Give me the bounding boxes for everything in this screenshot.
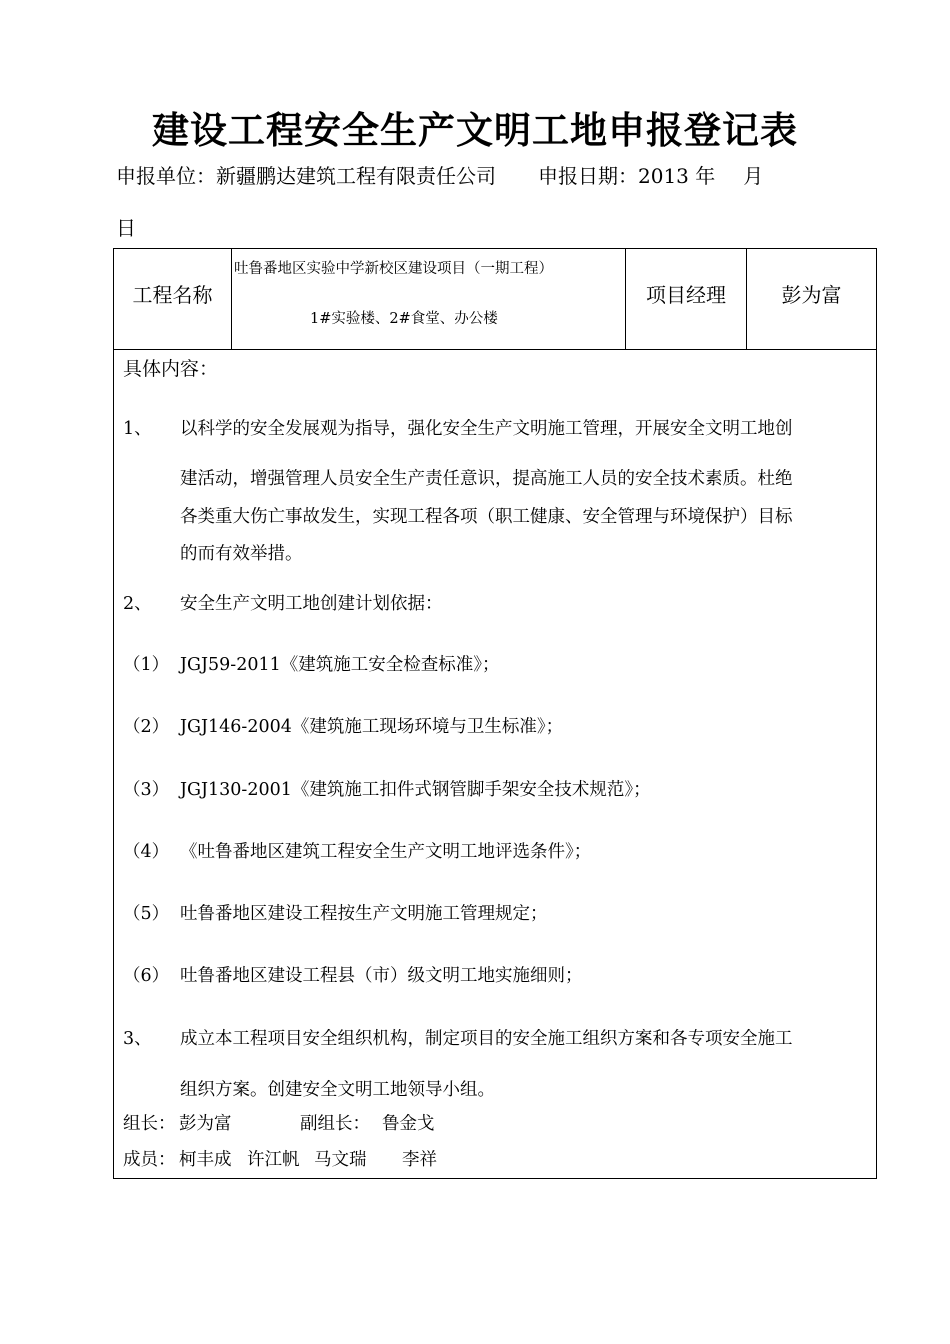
basis-number: （6） xyxy=(123,966,170,986)
basis-number: （3） xyxy=(123,780,170,800)
basis-text: 吐鲁番地区建设工程按生产文明施工管理规定； xyxy=(180,904,548,924)
item1-line: 的而有效举措。 xyxy=(180,544,303,564)
basis-text: JGJ59-2011《建筑施工安全检查标准》； xyxy=(180,655,500,675)
member-name: 马文瑞 xyxy=(314,1150,367,1170)
unit-value: 新疆鹏达建筑工程有限责任公司 xyxy=(216,164,496,188)
project-row xyxy=(114,249,876,350)
unit-label: 申报单位： xyxy=(116,164,216,188)
item1-line: 建活动，增强管理人员安全生产责任意识，提高施工人员的安全技术素质。杜绝 xyxy=(180,469,793,489)
item2-text: 安全生产文明工地创建计划依据： xyxy=(180,594,443,614)
item3-line: 组织方案。创建安全文明工地领导小组。 xyxy=(180,1080,495,1100)
item1-line: 以科学的安全发展观为指导，强化安全生产文明施工管理，开展安全文明工地创 xyxy=(180,419,793,439)
basis-number: （5） xyxy=(123,904,170,924)
registration-table xyxy=(113,248,877,1179)
basis-number: （4） xyxy=(123,842,170,862)
member-name: 许江帆 xyxy=(247,1150,300,1170)
manager-label-cell xyxy=(626,249,747,349)
project-label: 工程名称 xyxy=(132,283,213,307)
item1-line: 各类重大伤亡事故发生，实现工程各项（职工健康、安全管理与环境保护）目标 xyxy=(180,507,793,527)
leader-value: 彭为富 xyxy=(179,1114,232,1134)
item2-number: 2、 xyxy=(123,594,152,614)
basis-number: （2） xyxy=(123,717,170,737)
project-name-line2: 1#实验楼、2#食堂、办公楼 xyxy=(310,311,498,327)
date-year: 2013 年 xyxy=(638,164,716,188)
project-name-line1: 吐鲁番地区实验中学新校区建设项目（一期工程） xyxy=(234,261,553,277)
project-label-cell xyxy=(114,249,232,349)
project-name-cell xyxy=(232,249,626,349)
basis-number: （1） xyxy=(123,655,170,675)
content-heading: 具体内容： xyxy=(123,358,219,380)
deputy-label: 副组长： xyxy=(300,1114,370,1134)
deputy-value: 鲁金戈 xyxy=(382,1114,435,1134)
manager-label: 项目经理 xyxy=(646,283,726,307)
date-label: 申报日期： xyxy=(538,164,638,188)
members-label: 成员： xyxy=(123,1150,176,1170)
application-line xyxy=(116,160,763,189)
item3-number: 3、 xyxy=(123,1029,152,1049)
leader-label: 组长： xyxy=(123,1114,176,1134)
date-day: 日 xyxy=(116,216,136,240)
basis-text: JGJ146-2004《建筑施工现场环境与卫生标准》； xyxy=(180,717,564,737)
member-name: 李祥 xyxy=(402,1150,437,1170)
basis-text: JGJ130-2001《建筑施工扣件式钢管脚手架安全技术规范》； xyxy=(180,780,651,800)
item1-number: 1、 xyxy=(123,419,152,439)
form-title: 建设工程安全生产文明工地申报登记表 xyxy=(152,109,798,152)
basis-text: 吐鲁番地区建设工程县（市）级文明工地实施细则； xyxy=(180,966,583,986)
date-month: 月 xyxy=(743,164,764,188)
member-name: 柯丰成 xyxy=(179,1150,232,1170)
item3-line: 成立本工程项目安全组织机构，制定项目的安全施工组织方案和各专项安全施工 xyxy=(180,1029,793,1049)
manager-value: 彭为富 xyxy=(781,283,842,307)
manager-value-cell xyxy=(747,249,876,349)
basis-text: 《吐鲁番地区建筑工程安全生产文明工地评选条件》； xyxy=(180,842,592,862)
